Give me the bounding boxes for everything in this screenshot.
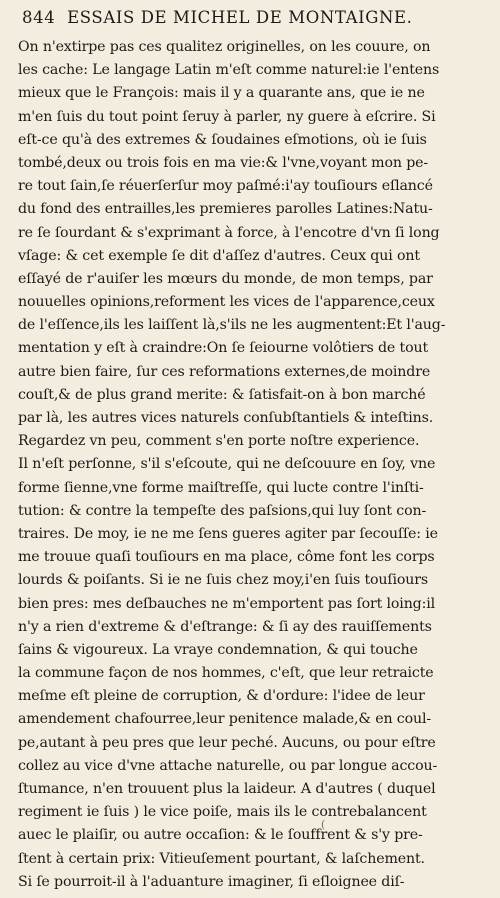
text-line: bien pres: mes deſbauches ne m'emportent pas ſort loing:il (18, 595, 436, 612)
text-line: couſt,& de plus grand merite: & ſatisfait-on à bon marché (18, 386, 426, 403)
text-block (18, 36, 490, 894)
text-line: de l'eſſence,ils les laiſſent là,s'ils ne les augmentent:Et l'aug- (18, 317, 446, 334)
text-line: les cache: Le langage Latin m'eſt comme naturel:ie l'entens (18, 62, 440, 79)
text-line: eſt-ce qu'à des extremes & ſoudaines eſmotions, où ie ſuis (18, 131, 427, 148)
text-line: Regardez vn peu, comment s'en porte noſtre experience. (18, 433, 420, 450)
text-line: ſains & vigoureux. La vraye condemnation, & qui touche (18, 641, 418, 658)
text-line: la commune façon de nos hommes, c'eſt, que leur retraicte (18, 665, 434, 682)
text-line: pe,autant à peu pres que leur peché. Aucuns, ou pour eſtre (18, 734, 436, 751)
text-line: On n'extirpe pas ces qualitez originelles, on les couure, on (18, 39, 431, 55)
text-line: lourds & poiſants. Si ie ne ſuis chez moy,i'en ſuis touſiours (18, 572, 429, 589)
text-line: nouuelles opinions,reforment les vices de l'apparence,ceux (18, 294, 435, 311)
text-line: n'y a rien d'extreme & d'eſtrange: & ſi ay des rauiſſements (18, 618, 432, 635)
text-line: regiment ie ſuis ) le vice poiſe, mais ils le contrebalancent (18, 804, 427, 821)
text-line: vſage: & cet exemple ſe dit d'aſſez d'autres. Ceux qui ont (18, 247, 420, 264)
text-line: collez au vice d'vne attache naturelle, ou par longue accou- (18, 757, 438, 774)
text-line: mieux que le François: mais il y a quarante ans, que ie ne (18, 85, 425, 102)
text-line: du fond des entrailles,les premieres parolles Latines:Natu- (18, 201, 433, 218)
text-line: auec le plaiſir, ou autre occaſion: & le ſouffrent & s'y pre- (18, 827, 423, 844)
text-line: amendement chafourree,leur penitence malade,& en coul- (18, 711, 431, 728)
text-line: re tout ſain,ſe réuerſerſur moy paſmé:i'ay touſiours eſlancé (18, 178, 433, 195)
text-line: tombé,deux ou trois fois en ma vie:& l'vne,voyant mon pe- (18, 154, 429, 171)
text-line: traires. De moy, ie ne me ſens gueres agiter par ſecouſſe: ie (18, 525, 438, 542)
text-line: Si ſe pourroit-il à l'aduanture imaginer, ſi eſloignee diſ- (18, 873, 405, 890)
text-line: autre bien faire, ſur ces reformations externes,de moindre (18, 363, 431, 380)
text-line: re ſe ſourdant & s'exprimant à force, à l'encotre d'vn ſi long (18, 224, 440, 241)
text-line: mentation y eſt à craindre:On ſe ſeiourne volôtiers de tout (18, 340, 429, 357)
running-title: ESSAIS DE MICHEL DE MONTAIGNE. (67, 8, 413, 27)
ink-speck: ( (321, 818, 326, 831)
text-line: eſſayé de r'auiſer les mœurs du monde, de mon temps, par (18, 270, 433, 287)
page-number: 844 (22, 8, 56, 27)
text-line: forme ſienne,vne forme maiſtreſſe, qui lucte contre l'inſti- (18, 479, 424, 496)
text-line: Il n'eſt perſonne, s'il s'eſcoute, qui ne deſcouure en ſoy, vne (18, 456, 436, 473)
text-line: ſtumance, n'en trouuent plus la laideur. A d'autres ( duquel (18, 781, 436, 797)
text-line: ſtent à certain prix: Vitieuſement pourtant, & laſchement. (18, 850, 425, 867)
text-line: tution: & contre la tempeſte des paſsions,qui luy ſont con- (18, 502, 427, 519)
text-line: m'en ſuis du tout point ſeruy à parler, ny guere à eſcrire. Si (18, 108, 436, 125)
text-line: meſme eſt pleine de corruption, & d'ordure: l'idee de leur (18, 688, 425, 705)
text-line: par là, les autres vices naturels conſubſtantiels & inteſtins. (18, 410, 434, 426)
running-header (22, 8, 492, 30)
text-line: me trouue quaſi touſiours en ma place, côme font les corps (18, 549, 435, 566)
